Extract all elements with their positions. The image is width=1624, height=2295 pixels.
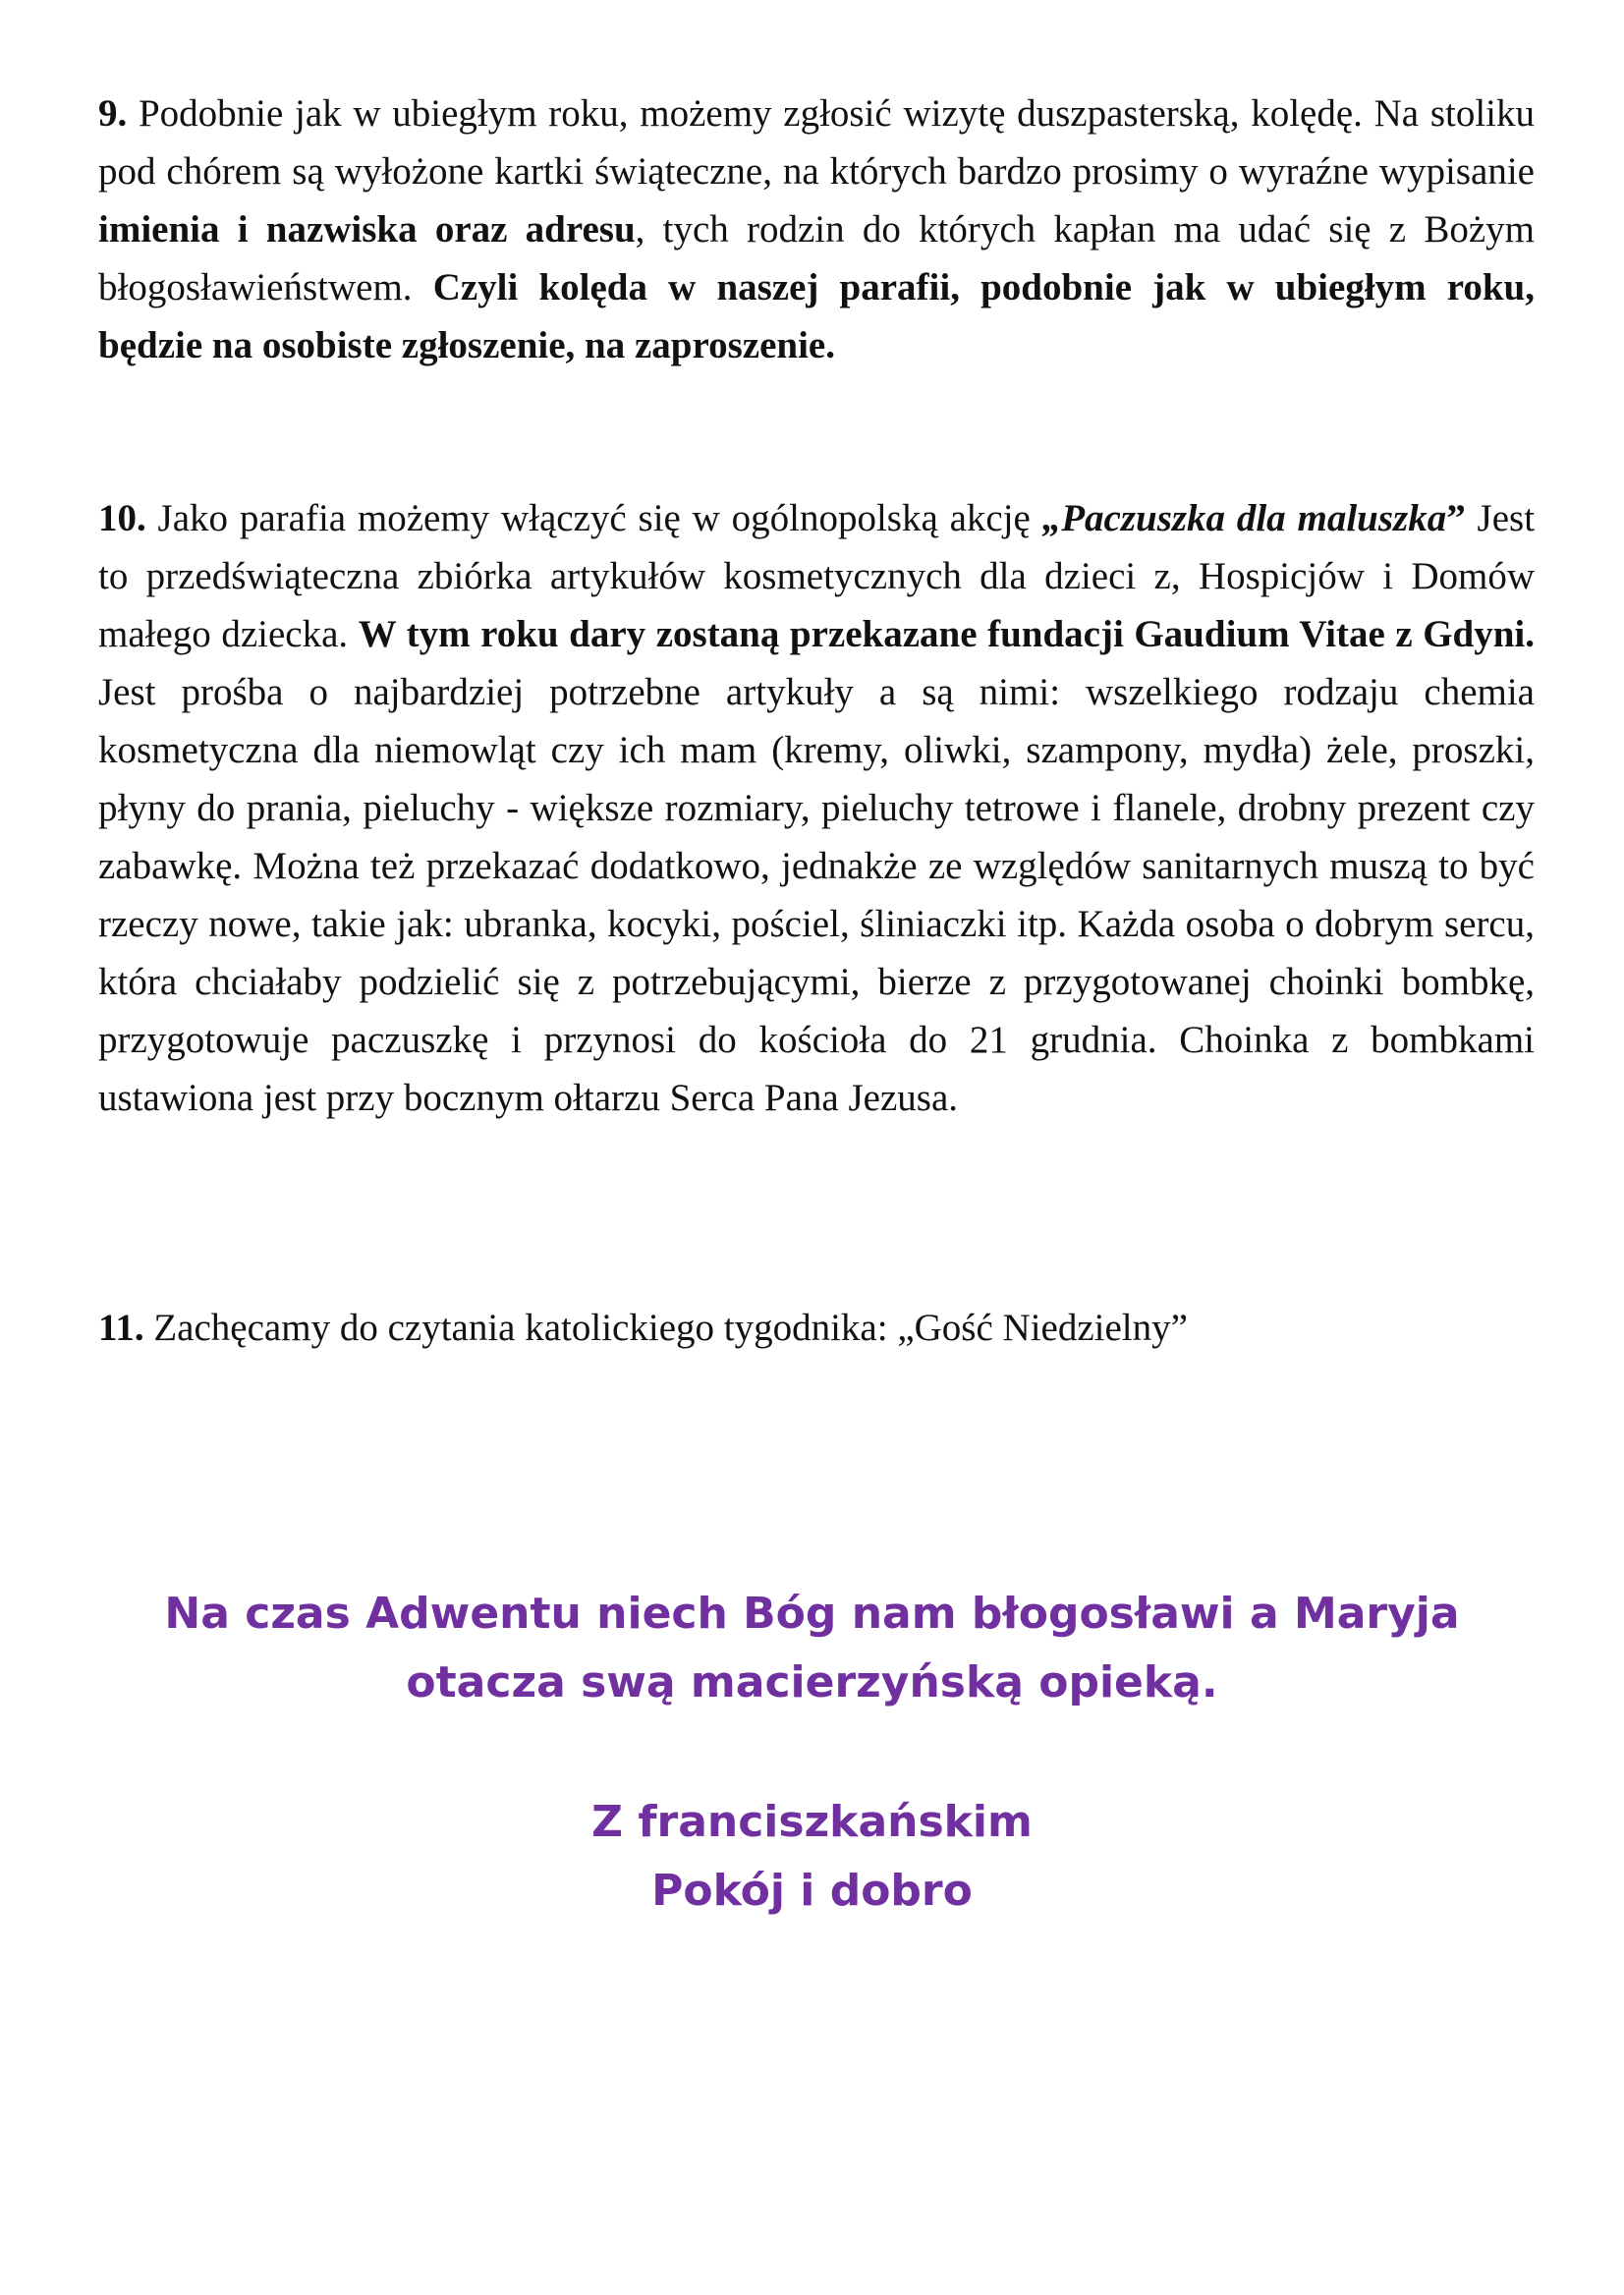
blessing-line: Na czas Adwentu niech Bóg nam błogosławi a Maryja — [164, 1589, 1460, 1639]
announcement-11 — [98, 1299, 1535, 1357]
text-run: „Paczuszka dla maluszka — [1041, 497, 1447, 539]
advent-blessing — [0, 1580, 1624, 1717]
announcement-number: 11. — [98, 1307, 144, 1349]
text-run: imienia i nazwiska oraz adresu — [98, 208, 636, 251]
announcement-text — [98, 92, 1535, 366]
announcement-number: 9. — [98, 92, 128, 135]
text-run: , tych rodzin do których kapłan ma udać się z Bożym błogosławieństwem. — [98, 208, 1535, 308]
announcement-text — [98, 497, 1535, 1119]
announcement-10 — [98, 489, 1535, 1127]
text-run: ” — [1446, 497, 1466, 539]
text-run: Jako parafia możemy włączyć się w ogólnopolską akcję — [145, 497, 1042, 539]
announcement-number: 10. — [98, 497, 146, 539]
blessing-line: otacza swą macierzyńską opieką. — [406, 1657, 1218, 1707]
franciscan-signoff — [0, 1788, 1624, 1926]
text-run: Podobnie jak w ubiegłym roku, możemy zgłosić wizytę duszpasterską, kolędę. Na stoliku pod chórem są wyłożone kartki świąteczne, na których bardzo prosimy o wyraźne wypisanie — [98, 92, 1535, 193]
announcement-text — [144, 1307, 1188, 1349]
text-run: W tym roku dary zostaną przekazane fundacji Gaudium Vitae z Gdyni. — [358, 613, 1535, 655]
signoff-line: Pokój i dobro — [651, 1866, 973, 1916]
text-run: Zachęcamy do czytania katolickiego tygodnika: „Gość Niedzielny” — [143, 1307, 1188, 1349]
announcement-9 — [98, 84, 1535, 374]
signoff-line: Z franciszkańskim — [591, 1797, 1033, 1847]
text-run: Czyli kolęda w naszej parafii, podobnie jak w ubiegłym roku, będzie na osobiste zgłoszenie, na zaproszenie. — [98, 266, 1535, 366]
text-run: Jest prośba o najbardziej potrzebne artykuły a są nimi: wszelkiego rodzaju chemia kosmetyczna dla niemowląt czy ich mam (kremy, oliwki, szampony, mydła) żele, proszki, płyny do prania, pieluchy - większe rozmiary, pieluchy tetrowe i flanele, drobny prezent czy zabawkę. Można też przekazać dodatkowo, jednakże ze względów sanitarnych muszą to być rzeczy nowe, takie jak: ubranka, kocyki, pościel, śliniaczki itp. Każda osoba o dobrym sercu, która chciałaby podzielić się z potrzebującymi, bierze z przygotowanej choinki bombkę, przygotowuje paczuszkę i przynosi do kościoła do 21 grudnia. Choinka z bombkami ustawiona jest przy bocznym ołtarzu Serca Pana Jezusa. — [98, 671, 1535, 1119]
text-run: Jest to przedświąteczna zbiórka artykułów kosmetycznych dla dzieci z, Hospicjów i Domów małego dziecka. — [98, 497, 1536, 655]
